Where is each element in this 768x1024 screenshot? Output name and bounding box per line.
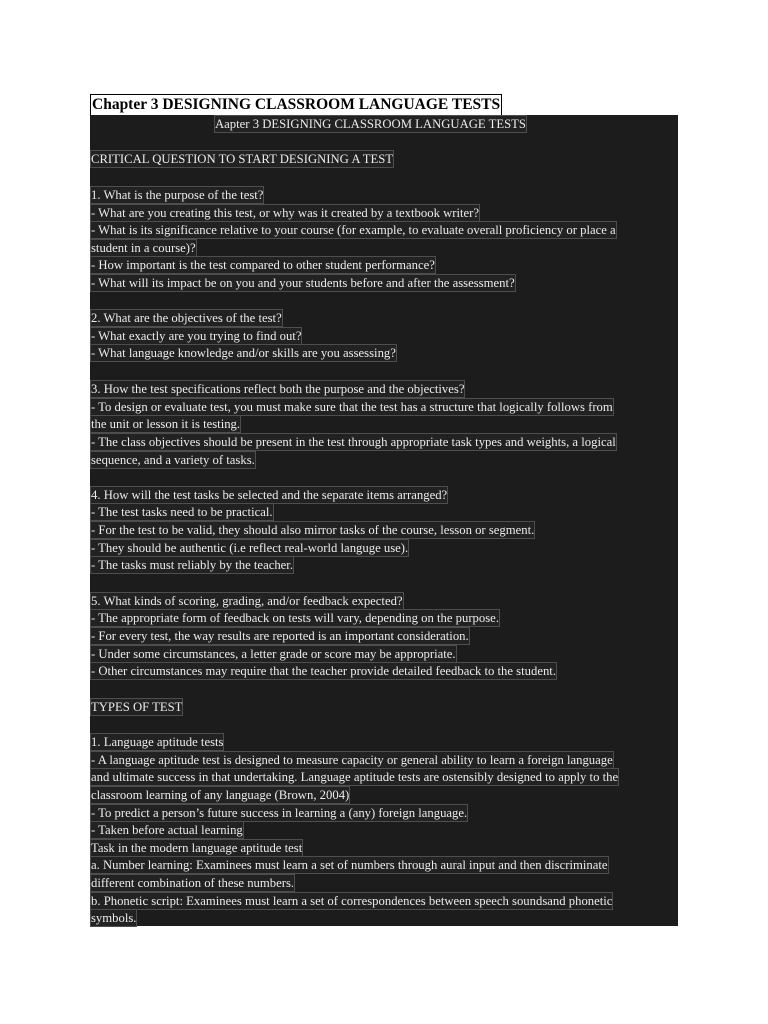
- aptitude-task-heading: Task in the modern language aptitude test: [91, 841, 303, 855]
- section-heading-critical-questions: CRITICAL QUESTION TO START DESIGNING A TEST: [91, 152, 394, 166]
- question-5-point-1: - The appropriate form of feedback on tests will vary, depending on the purpose.: [91, 611, 499, 625]
- section-heading-types-of-test: TYPES OF TEST: [91, 700, 183, 714]
- question-4-point-1: - The test tasks need to be practical.: [91, 505, 273, 519]
- question-1-point-2: - What is its significance relative to your course (for example, to evaluate overall proficiency or place a: [91, 223, 616, 237]
- question-3-point-2-continued: sequence, and a variety of tasks.: [91, 453, 255, 467]
- question-3-point-1: - To design or evaluate test, you must make sure that the test has a structure that logically follows from: [91, 400, 613, 414]
- question-4-point-2: - For the test to be valid, they should also mirror tasks of the course, lesson or segment.: [91, 523, 535, 537]
- chapter-title: Chapter 3 DESIGNING CLASSROOM LANGUAGE TESTS: [90, 94, 502, 116]
- question-4-point-4: - The tasks must reliably by the teacher.: [91, 558, 294, 572]
- test-type-1-point-1: - To predict a person’s future success in learning a (any) foreign language.: [91, 806, 468, 820]
- aptitude-task-b: b. Phonetic script: Examinees must learn a set of correspondences between speech soundsand phonetic: [91, 894, 613, 908]
- test-type-1-citation-line: classroom learning of any language (Brown, 2004): [91, 788, 350, 802]
- question-5-heading: 5. What kinds of scoring, grading, and/or feedback expected?: [91, 594, 403, 608]
- question-1-point-3: - How important is the test compared to other student performance?: [91, 258, 435, 272]
- question-5-point-2: - For every test, the way results are reported is an important consideration.: [91, 629, 469, 643]
- question-1-point-2-continued: student in a course)?: [91, 241, 196, 255]
- question-4-point-3: - They should be authentic (i.e reflect real-world languge use).: [91, 541, 409, 555]
- aptitude-task-a: a. Number learning: Examinees must learn a set of numbers through aural input and then discriminate: [91, 858, 608, 872]
- question-1-point-1: - What are you creating this test, or why was it created by a textbook writer?: [91, 206, 480, 220]
- aptitude-task-a-continued: different combination of these numbers.: [91, 876, 295, 890]
- aptitude-task-b-continued: symbols.: [91, 911, 137, 925]
- question-5-point-3: - Under some circumstances, a letter grade or score may be appropriate.: [91, 647, 456, 661]
- question-4-heading: 4. How will the test tasks be selected and the separate items arranged?: [91, 488, 448, 502]
- question-2-heading: 2. What are the objectives of the test?: [91, 311, 282, 325]
- question-1-point-4: - What will its impact be on you and your students before and after the assessment?: [91, 276, 515, 290]
- test-type-1-point-2: - Taken before actual learning: [91, 823, 243, 837]
- test-type-1-heading: 1. Language aptitude tests: [91, 735, 224, 749]
- question-1-heading: 1. What is the purpose of the test?: [91, 188, 264, 202]
- question-3-heading: 3. How the test specifications reflect both the purpose and the objectives?: [91, 382, 465, 396]
- test-type-1-definition: - A language aptitude test is designed to measure capacity or general ability to learn a foreign language: [91, 753, 613, 767]
- question-3-point-2: - The class objectives should be present in the test through appropriate task types and weights, a logical: [91, 435, 616, 449]
- question-2-point-2: - What language knowledge and/or skills are you assessing?: [91, 346, 396, 360]
- subtitle-line: Aapter 3 DESIGNING CLASSROOM LANGUAGE TESTS: [215, 117, 526, 131]
- test-type-1-definition-continued: and ultimate success in that undertaking. Language aptitude tests are ostensibly designed to apply to the: [91, 770, 619, 784]
- question-5-point-4: - Other circumstances may require that the teacher provide detailed feedback to the student.: [91, 664, 557, 678]
- question-3-point-1-continued: the unit or lesson it is testing.: [91, 417, 241, 431]
- question-2-point-1: - What exactly are you trying to find out?: [91, 329, 302, 343]
